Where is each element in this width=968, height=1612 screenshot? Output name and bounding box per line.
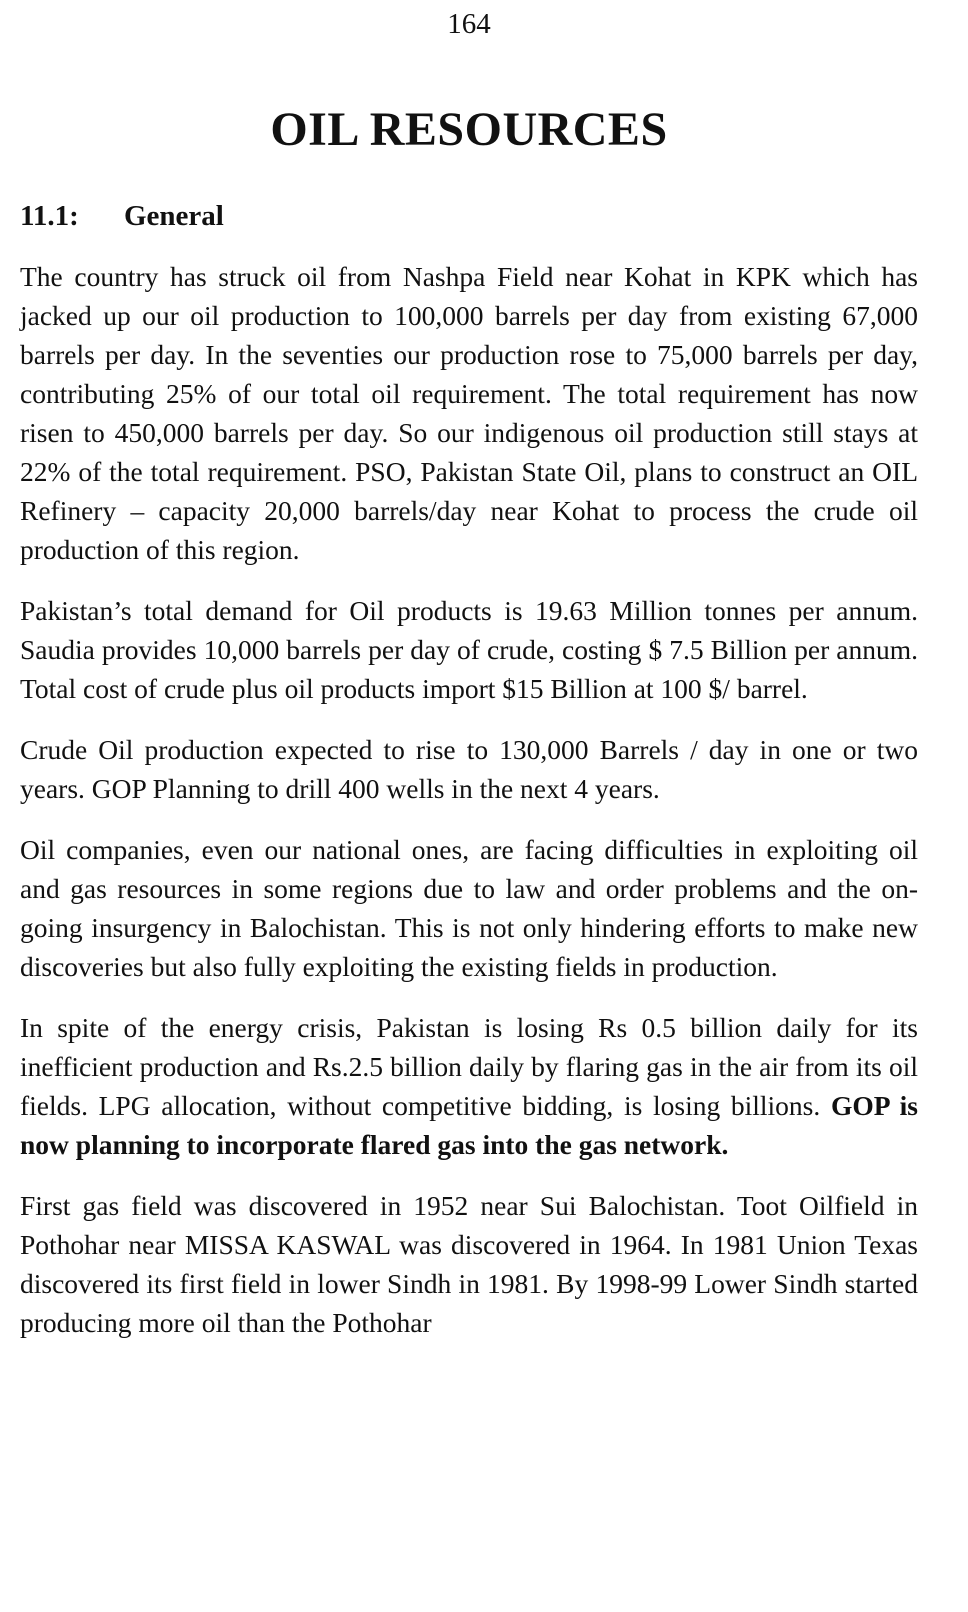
paragraph-energy-crisis (20, 1008, 918, 1164)
paragraph-oil-demand: Pakistan’s total demand for Oil products is 19.63 Million tonnes per annum. Saudia provides 10,000 barrels per day of crude, costing $ 7.5 Billion per annum. Total cost of crude plus oil products import $15 Billion at 100 $/ barrel. (20, 595, 918, 704)
section-title: General (124, 200, 224, 232)
paragraph-oil-production: The country has struck oil from Nashpa Field near Kohat in KPK which has jacked up our oil production to 100,000 barrels per day from existing 67,000 barrels per day. In the seventies our production rose to 75,000 barrels per day, contributing 25% of our total oil requirement. The total requirement has now risen to 450,000 barrels per day. So our indigenous oil production still stays at 22% of the total requirement. PSO, Pakistan State Oil, plans to construct an OIL Refinery – capacity 20,000 barrels/day near Kohat to process the crude oil production of this region. (20, 261, 918, 565)
paragraph-energy-crisis-bold: GOP is now planning to incorporate flared gas into the gas network. (20, 1090, 919, 1160)
paragraph-crude-forecast: Crude Oil production expected to rise to 130,000 Barrels / day in one or two years. GOP Planning to drill 400 wells in the next 4 years. (20, 734, 918, 804)
body-text (20, 257, 918, 1364)
section-number: 11.1: (20, 200, 79, 232)
page-number: 164 (447, 8, 491, 40)
paragraph-oil-companies: Oil companies, even our national ones, are facing difficulties in exploiting oil and gas resources in some regions due to law and order problems and the on-going insurgency in Balochistan. This is not only hindering efforts to make new discoveries but also fully exploiting the existing fields in production. (20, 834, 918, 982)
paragraph-gas-history: First gas field was discovered in 1952 near Sui Balochistan. Toot Oilfield in Pothohar near MISSA KASWAL was discovered in 1964. In 1981 Union Texas discovered its first field in lower Sindh in 1981. By 1998-99 Lower Sindh started producing more oil than the Pothohar (20, 1190, 918, 1338)
paragraph-energy-crisis-text: In spite of the energy crisis, Pakistan is losing Rs 0.5 billion daily for its inefficient production and Rs.2.5 billion daily by flaring gas in the air from its oil fields. LPG allocation, without competitive bidding, is losing billions. (20, 1012, 918, 1121)
section-heading (20, 196, 224, 236)
chapter-title: OIL RESOURCES (270, 103, 668, 156)
